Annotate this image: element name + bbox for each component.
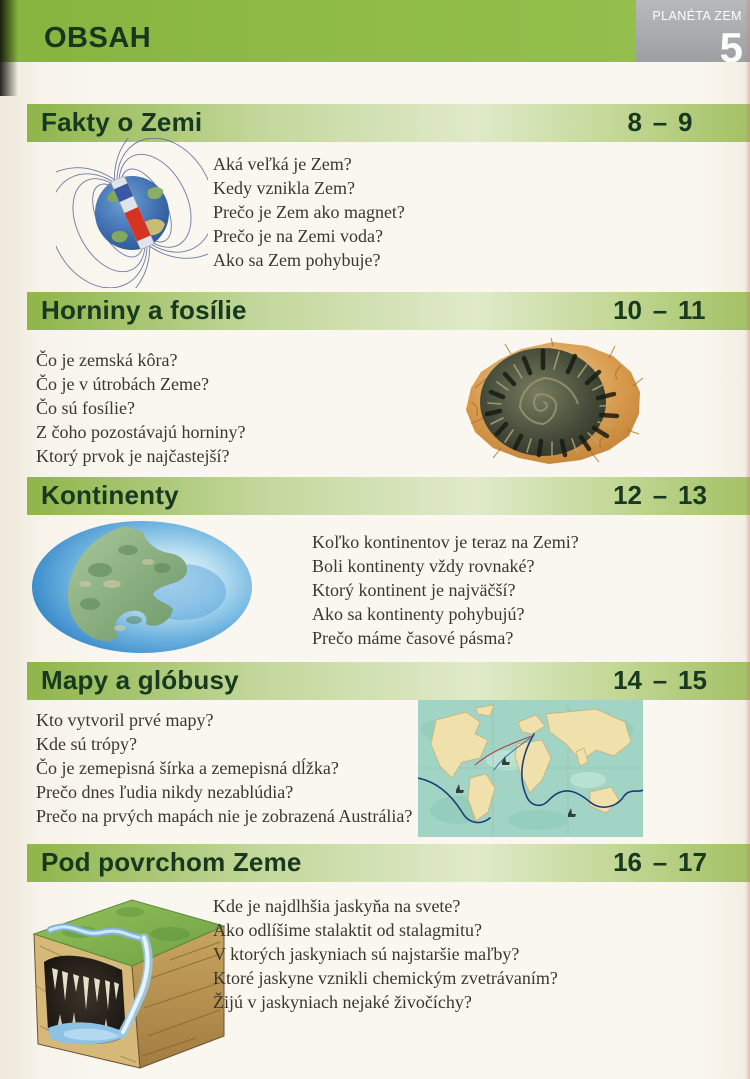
page-from: 8 xyxy=(627,107,642,137)
earth-magnetism-illustration xyxy=(56,138,208,288)
question: Ako sa Zem pohybuje? xyxy=(213,250,381,270)
page-dash: – xyxy=(652,107,668,137)
page-to: 15 xyxy=(678,665,707,695)
cave-cutaway-illustration xyxy=(20,886,235,1073)
question: Ktoré jaskyne vznikli chemickým zvetrávaním? xyxy=(213,968,558,988)
section-title: Horniny a fosílie xyxy=(41,295,247,325)
question: Kto vytvoril prvé mapy? xyxy=(36,710,214,730)
question: Čo je zemská kôra? xyxy=(36,350,178,370)
corner-tab xyxy=(636,0,750,62)
page-dash: – xyxy=(652,295,668,325)
section-title: Pod povrchom Zeme xyxy=(41,847,302,877)
question: Aká veľká je Zem? xyxy=(213,154,352,174)
question: Prečo na prvých mapách nie je zobrazená Austrália? xyxy=(36,806,413,826)
question: Čo je zemepisná šírka a zemepisná dĺžka? xyxy=(36,758,339,778)
section-bar-pod-povrchom-zeme xyxy=(27,844,750,882)
page-number: 5 xyxy=(719,24,743,62)
question: Ktorý kontinent je najväčší? xyxy=(312,580,516,600)
question: Kde je najdlhšia jaskyňa na svete? xyxy=(213,896,461,916)
question: Ako sa kontinenty pohybujú? xyxy=(312,604,525,624)
section-bar-mapy-a-globusy xyxy=(27,662,750,700)
question: Čo je v útrobách Zeme? xyxy=(36,374,209,394)
section-page-range xyxy=(586,849,734,875)
page-to: 11 xyxy=(678,295,706,325)
question: Ktorý prvok je najčastejší? xyxy=(36,446,230,466)
section-page-range xyxy=(586,667,734,693)
question-list xyxy=(213,894,558,1014)
section-page-range xyxy=(586,109,734,135)
page-from: 12 xyxy=(613,480,642,510)
series-label: PLANÉTA ZEM xyxy=(652,9,742,23)
page-from: 14 xyxy=(613,665,642,695)
question-list xyxy=(36,348,245,468)
question: V ktorých jaskyniach sú najstaršie maľby? xyxy=(213,944,520,964)
page-to: 9 xyxy=(678,107,693,137)
question: Koľko kontinentov je teraz na Zemi? xyxy=(312,532,579,552)
section-page-range xyxy=(586,482,734,508)
question: Žijú v jaskyniach nejaké živočíchy? xyxy=(213,992,472,1012)
question: Prečo je na Zemi voda? xyxy=(213,226,383,246)
page-dash: – xyxy=(652,847,668,877)
question: Kde sú trópy? xyxy=(36,734,137,754)
page-from: 16 xyxy=(613,847,642,877)
pangaea-globe-illustration xyxy=(30,520,255,655)
page-from: 10 xyxy=(613,295,642,325)
scan-gutter-shadow xyxy=(0,0,18,96)
section-bar-horniny-a-fosilie xyxy=(27,292,750,330)
page-to: 17 xyxy=(678,847,707,877)
section-bar-kontinenty xyxy=(27,477,750,515)
header-bar xyxy=(0,0,636,62)
page-dash: – xyxy=(652,665,668,695)
page-to: 13 xyxy=(678,480,707,510)
section-title: Fakty o Zemi xyxy=(41,107,203,137)
antique-world-map-illustration xyxy=(418,700,643,837)
question: Boli kontinenty vždy rovnaké? xyxy=(312,556,535,576)
section-bar-fakty-o-zemi xyxy=(27,104,750,142)
page-title: OBSAH xyxy=(44,22,152,54)
question-list xyxy=(312,530,579,650)
question-list xyxy=(36,708,412,828)
section-title: Mapy a glóbusy xyxy=(41,665,239,695)
question: Prečo dnes ľudia nikdy nezablúdia? xyxy=(36,782,294,802)
ammonite-fossil-illustration xyxy=(441,336,646,468)
section-page-range xyxy=(586,297,734,323)
question: Kedy vznikla Zem? xyxy=(213,178,355,198)
question: Prečo je Zem ako magnet? xyxy=(213,202,405,222)
page-dash: – xyxy=(652,480,668,510)
question-list xyxy=(213,152,405,272)
question: Čo sú fosílie? xyxy=(36,398,135,418)
question: Ako odlíšime stalaktit od stalagmitu? xyxy=(213,920,482,940)
question: Z čoho pozostávajú horniny? xyxy=(36,422,246,442)
question: Prečo máme časové pásma? xyxy=(312,628,514,648)
scan-page-edge xyxy=(745,0,750,1079)
section-title: Kontinenty xyxy=(41,480,179,510)
